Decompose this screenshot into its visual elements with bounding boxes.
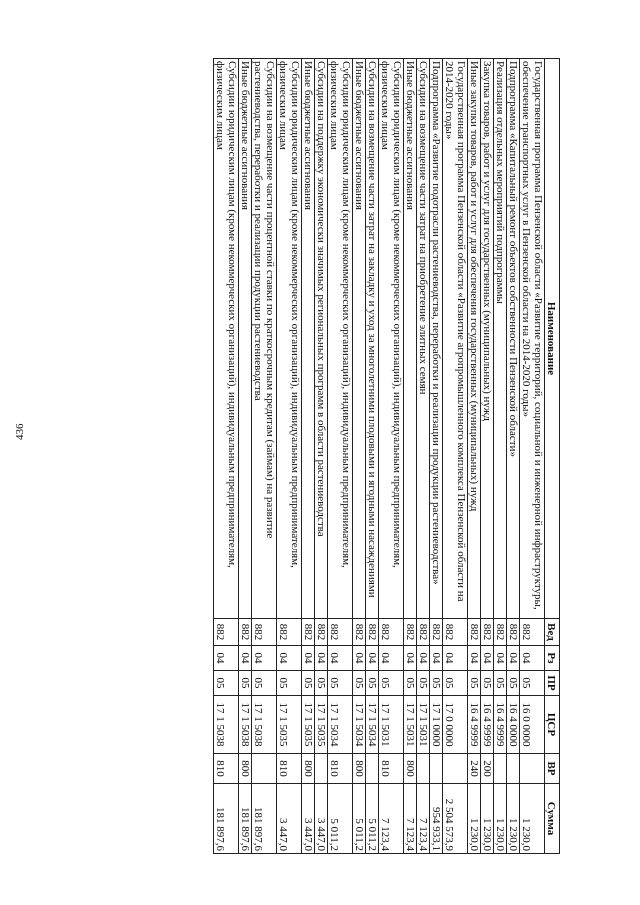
cell-vr <box>417 754 430 784</box>
cell-sum: 5 011,2 <box>366 784 379 854</box>
cell-rz: 04 <box>430 646 443 671</box>
cell-vr <box>366 754 379 784</box>
cell-pr: 05 <box>328 671 353 696</box>
cell-ved: 882 <box>507 619 520 646</box>
cell-ved: 882 <box>443 619 468 646</box>
table-row <box>315 59 328 854</box>
cell-pr: 05 <box>494 671 507 696</box>
cell-rz: 04 <box>315 646 328 671</box>
header-sum: Сумма <box>545 784 560 854</box>
cell-ved: 882 <box>315 619 328 646</box>
cell-name: Субсидии на поддержку экономически значимых региональных программ в области растениеводства <box>315 59 328 619</box>
table-row <box>468 59 481 854</box>
cell-ved: 882 <box>404 619 417 646</box>
cell-pr: 05 <box>353 671 366 696</box>
cell-sum: 7 123,4 <box>417 784 430 854</box>
cell-pr: 05 <box>404 671 417 696</box>
table-row <box>252 59 277 854</box>
cell-vr: 200 <box>481 754 494 784</box>
table-row <box>277 59 302 854</box>
cell-name: Иные бюджетные ассигнования <box>302 59 315 619</box>
table-row <box>520 59 545 854</box>
cell-ved: 882 <box>302 619 315 646</box>
table-row <box>507 59 520 854</box>
cell-rz: 04 <box>443 646 468 671</box>
cell-vr <box>507 754 520 784</box>
cell-pr: 05 <box>302 671 315 696</box>
cell-pr: 05 <box>430 671 443 696</box>
cell-sum: 954 933,1 <box>430 784 443 854</box>
header-ved: Вед <box>545 619 560 646</box>
cell-sum: 3 447,0 <box>277 784 302 854</box>
cell-ved: 882 <box>494 619 507 646</box>
cell-ved: 882 <box>214 619 239 646</box>
cell-rz: 04 <box>366 646 379 671</box>
cell-rz: 04 <box>353 646 366 671</box>
cell-pr: 05 <box>468 671 481 696</box>
cell-sum: 3 447,0 <box>315 784 328 854</box>
cell-csr: 16 4 0000 <box>507 696 520 754</box>
page-number: 436 <box>14 423 26 440</box>
cell-sum: 1 230,0 <box>481 784 494 854</box>
cell-pr: 05 <box>239 671 252 696</box>
cell-pr: 05 <box>379 671 404 696</box>
cell-rz: 04 <box>404 646 417 671</box>
cell-csr: 16 4 9999 <box>468 696 481 754</box>
cell-csr: 17 1 5035 <box>315 696 328 754</box>
cell-csr: 17 1 5038 <box>239 696 252 754</box>
cell-name: Субсидии на возмещение части процентной ставки по краткосрочным кредитам (займам) на развитие растениеводства, переработки и реализации продукции растениеводства <box>252 59 277 619</box>
cell-sum: 5 011,2 <box>328 784 353 854</box>
cell-csr: 17 1 5034 <box>353 696 366 754</box>
cell-name: Государственная программа Пензенской области «Развитие агропромышленного комплекса Пензенской области на 2014-2020 годы» <box>443 59 468 619</box>
table-row <box>353 59 366 854</box>
cell-vr <box>430 754 443 784</box>
cell-ved: 882 <box>379 619 404 646</box>
cell-csr: 17 1 5034 <box>328 696 353 754</box>
cell-rz: 04 <box>379 646 404 671</box>
cell-rz: 04 <box>494 646 507 671</box>
cell-vr: 800 <box>404 754 417 784</box>
cell-ved: 882 <box>277 619 302 646</box>
cell-vr <box>315 754 328 784</box>
cell-csr: 17 1 5038 <box>214 696 239 754</box>
cell-rz: 04 <box>417 646 430 671</box>
header-vr: ВР <box>545 754 560 784</box>
cell-pr: 05 <box>443 671 468 696</box>
table-row <box>328 59 353 854</box>
cell-ved: 882 <box>417 619 430 646</box>
cell-ved: 882 <box>468 619 481 646</box>
cell-name: Подпрограмма «Капитальный ремонт объектов собственности Пензенской области» <box>507 59 520 619</box>
cell-pr: 05 <box>277 671 302 696</box>
cell-rz: 04 <box>277 646 302 671</box>
cell-rz: 04 <box>468 646 481 671</box>
cell-vr: 800 <box>353 754 366 784</box>
cell-ved: 882 <box>252 619 277 646</box>
cell-pr: 05 <box>214 671 239 696</box>
table-row <box>302 59 315 854</box>
cell-csr: 17 1 5031 <box>379 696 404 754</box>
cell-pr: 05 <box>366 671 379 696</box>
cell-vr <box>252 754 277 784</box>
cell-rz: 04 <box>239 646 252 671</box>
header-pr: ПР <box>545 671 560 696</box>
cell-sum: 1 230,0 <box>468 784 481 854</box>
table-row <box>366 59 379 854</box>
cell-ved: 882 <box>328 619 353 646</box>
cell-name: Иные бюджетные ассигнования <box>404 59 417 619</box>
cell-ved: 882 <box>481 619 494 646</box>
cell-name: Государственная программа Пензенской области «Развитие территорий, социальной и инженерной инфраструктуры, обеспечение транспортных услуг в Пензенской области на 2014-2020 годы» <box>520 59 545 619</box>
cell-name: Субсидии юридическим лицам (кроме некоммерческих организаций), индивидуальным предпринимателям, физическим лицам <box>214 59 239 619</box>
cell-name: Субсидии на возмещение части затрат на приобретение элитных семян <box>417 59 430 619</box>
cell-vr: 810 <box>379 754 404 784</box>
cell-name: Подпрограмма «Развитие подотрасли растениеводства, переработки и реализации продукции растениеводства» <box>430 59 443 619</box>
table-row <box>379 59 404 854</box>
cell-sum: 7 123,4 <box>404 784 417 854</box>
cell-ved: 882 <box>430 619 443 646</box>
cell-csr: 17 0 0000 <box>443 696 468 754</box>
cell-rz: 04 <box>214 646 239 671</box>
cell-rz: 04 <box>481 646 494 671</box>
table-header-row <box>545 59 560 854</box>
cell-name: Иные закупки товаров, работ и услуг для обеспечения государственных (муниципальных) нужд <box>468 59 481 619</box>
cell-vr: 810 <box>214 754 239 784</box>
table-row <box>239 59 252 854</box>
table-row <box>494 59 507 854</box>
cell-name: Субсидии на возмещение части затрат на закладку и уход за многолетними плодовыми и ягодными насаждениями <box>366 59 379 619</box>
cell-pr: 05 <box>507 671 520 696</box>
header-name: Наименование <box>545 59 560 619</box>
cell-pr: 05 <box>417 671 430 696</box>
table-row <box>443 59 468 854</box>
cell-name: Реализация отдельных мероприятий подпрограммы <box>494 59 507 619</box>
cell-name: Иные бюджетные ассигнования <box>353 59 366 619</box>
cell-sum: 3 447,0 <box>302 784 315 854</box>
table-row <box>430 59 443 854</box>
cell-name: Закупка товаров, работ и услуг для государственных (муниципальных) нужд <box>481 59 494 619</box>
cell-sum: 7 123,4 <box>379 784 404 854</box>
cell-sum: 181 897,6 <box>239 784 252 854</box>
cell-csr: 17 1 5031 <box>417 696 430 754</box>
cell-csr: 17 1 5035 <box>302 696 315 754</box>
cell-rz: 04 <box>328 646 353 671</box>
cell-sum: 1 230,0 <box>494 784 507 854</box>
header-csr: ЦСР <box>545 696 560 754</box>
header-rz: Рз <box>545 646 560 671</box>
cell-rz: 04 <box>520 646 545 671</box>
cell-name: Субсидии юридическим лицам (кроме некоммерческих организаций), индивидуальным предпринимателям, физическим лицам <box>277 59 302 619</box>
cell-csr: 17 1 5038 <box>252 696 277 754</box>
cell-rz: 04 <box>252 646 277 671</box>
cell-name: Субсидии юридическим лицам (кроме некоммерческих организаций), индивидуальным предпринимателям, физическим лицам <box>328 59 353 619</box>
cell-vr: 810 <box>328 754 353 784</box>
cell-pr: 05 <box>481 671 494 696</box>
cell-ved: 882 <box>366 619 379 646</box>
budget-table <box>213 58 560 854</box>
cell-sum: 181 897,6 <box>214 784 239 854</box>
cell-csr: 17 1 5031 <box>404 696 417 754</box>
cell-sum: 181 897,6 <box>252 784 277 854</box>
cell-sum: 1 230,0 <box>520 784 545 854</box>
cell-sum: 5 011,2 <box>353 784 366 854</box>
cell-vr: 800 <box>239 754 252 784</box>
cell-ved: 882 <box>353 619 366 646</box>
cell-ved: 882 <box>239 619 252 646</box>
cell-csr: 16 4 9999 <box>481 696 494 754</box>
table-row <box>214 59 239 854</box>
table-body <box>214 59 545 854</box>
table-row <box>417 59 430 854</box>
cell-pr: 05 <box>520 671 545 696</box>
cell-csr: 17 1 0000 <box>430 696 443 754</box>
cell-csr: 17 1 5035 <box>277 696 302 754</box>
cell-sum: 1 230,0 <box>507 784 520 854</box>
cell-pr: 05 <box>315 671 328 696</box>
cell-csr: 17 1 5034 <box>366 696 379 754</box>
cell-rz: 04 <box>507 646 520 671</box>
cell-name: Субсидии юридическим лицам (кроме некоммерческих организаций), индивидуальным предпринимателям, физическим лицам <box>379 59 404 619</box>
table-row <box>404 59 417 854</box>
cell-sum: 2 504 573,9 <box>443 784 468 854</box>
cell-vr: 800 <box>302 754 315 784</box>
cell-vr: 810 <box>277 754 302 784</box>
cell-csr: 16 4 9999 <box>494 696 507 754</box>
cell-csr: 16 0 0000 <box>520 696 545 754</box>
cell-vr <box>443 754 468 784</box>
cell-name: Иные бюджетные ассигнования <box>239 59 252 619</box>
cell-vr <box>520 754 545 784</box>
table-row <box>481 59 494 854</box>
cell-vr <box>494 754 507 784</box>
cell-ved: 882 <box>520 619 545 646</box>
cell-pr: 05 <box>252 671 277 696</box>
cell-rz: 04 <box>302 646 315 671</box>
cell-vr: 240 <box>468 754 481 784</box>
rotated-page-content <box>85 58 560 853</box>
